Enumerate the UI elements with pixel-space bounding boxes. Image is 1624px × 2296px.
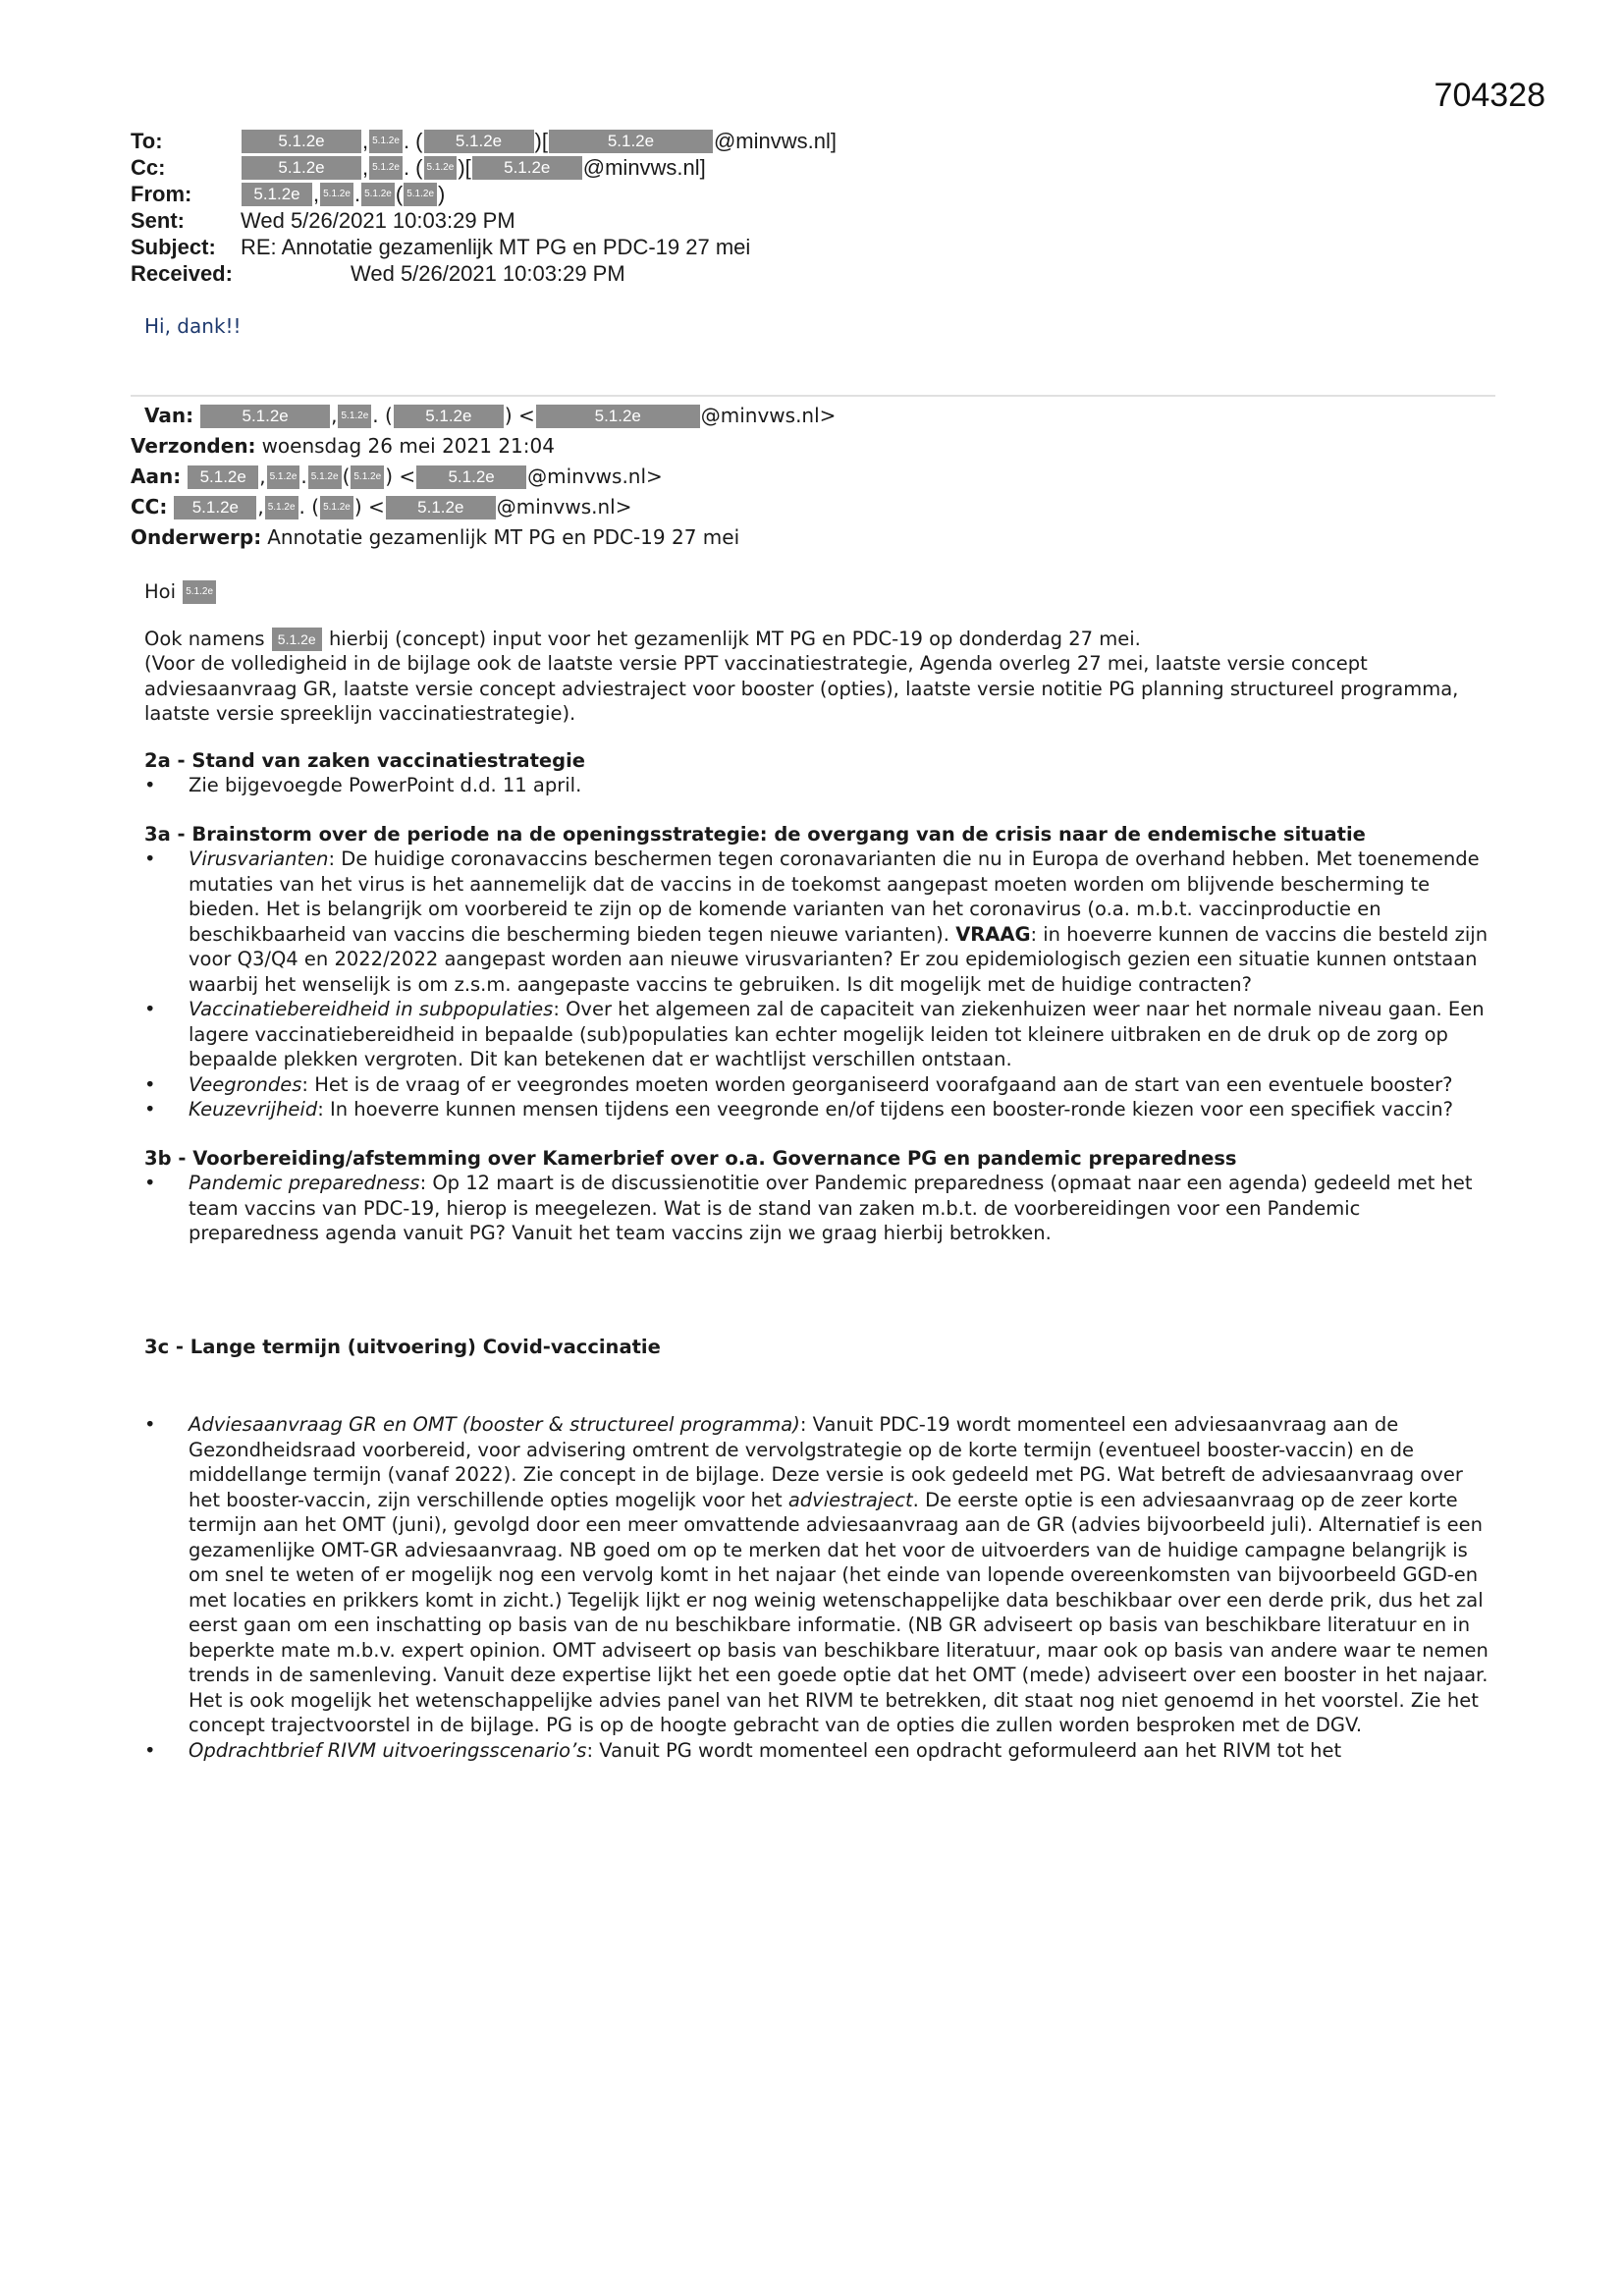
list-item <box>144 1412 1494 1738</box>
list-item <box>144 773 1494 798</box>
redaction-box: 5.1.2e <box>472 156 582 180</box>
list-item-term: Keuzevrijheid <box>189 1098 318 1121</box>
list-item-text: : In hoeverre kunnen mensen tijdens een veegronde en/of tijdens een booster-ronde kiezen voor een specifiek vaccin? <box>317 1098 1453 1121</box>
list-item-text: : in hoeverre kunnen de vaccins die besteld zijn voor Q3/Q4 en 2022/2022 aangepast worden aan nieuwe virusvarianten? Er zou epidemiologisch gezien een situatie kunnen ontstaan waarbij het wenselijk is om z.s.m. aangepaste vaccins te gebruiken. Is dit mogelijk met de huidige contracten? <box>189 922 1489 996</box>
redaction-box: 5.1.2e <box>404 183 437 206</box>
van-label: Van: <box>144 404 194 427</box>
subject-label: Subject: <box>131 235 216 259</box>
intro-paragraph <box>144 627 1494 727</box>
redaction-box: 5.1.2e <box>265 496 298 519</box>
from-label: From: <box>131 182 192 206</box>
section-3c-title: 3c - Lange termijn (uitvoering) Covid-vaccinatie <box>144 1335 661 1358</box>
greeting-text: Hoi <box>144 580 177 603</box>
section-3b-list <box>144 1171 1494 1246</box>
subject-row <box>131 234 837 260</box>
redaction-box: 5.1.2e <box>424 156 458 180</box>
list-item-italic: adviestraject <box>787 1488 913 1511</box>
intro-paren: (Voor de volledigheid in de bijlage ook de laatste versie PPT vaccinatiestrategie, Agenda overleg 27 mei, laatste versie concept adviesaanvraag GR, laatste versie concept adviestraject voor booster (opties), laatste versie notitie PG planning structureel programma, laatste versie spreeklijn vaccinatiestrategie). <box>144 652 1459 725</box>
redaction-box: 5.1.2e <box>386 496 496 519</box>
redaction-box: 5.1.2e <box>242 156 361 180</box>
list-item-term: Adviesaanvraag GR en OMT (booster & structureel programma) <box>189 1413 800 1436</box>
intro-prefix: Ook namens <box>144 627 265 650</box>
redaction-box: 5.1.2e <box>351 465 384 489</box>
list-item-text: : De huidige coronavaccins beschermen tegen coronavarianten die nu in Europa de overhand hebben. Met toenemende mutaties van het virus is het aannemelijk dat de vaccins in de toekomst aangepast moeten worden om blijvende bescherming te bieden. Het is belangrijk om voorbereid te zijn op de komende varianten van het coronavirus (o.a. m.b.t. vaccinproductie en beschikbaarheid van vaccins die bescherming bieden tegen nieuwe varianten). <box>189 847 1480 946</box>
cc-fwd-label: CC: <box>131 495 168 519</box>
cc-suffix: @minvws.nl] <box>582 155 706 180</box>
list-item <box>144 1072 1494 1098</box>
redaction-box: 5.1.2e <box>369 156 403 180</box>
section-3c-list <box>144 1412 1494 1763</box>
cc-fwd-row: CC: 5.1.2e , 5.1.2e . ( 5.1.2e ) < 5.1.2e @minvws.nl> <box>131 492 836 522</box>
list-item-bold: VRAAG <box>955 922 1031 946</box>
cc-row: Cc: 5.1.2e , 5.1.2e . ( 5.1.2e )[ 5.1.2e @minvws.nl] <box>131 155 706 180</box>
section-3a-list <box>144 847 1494 1122</box>
list-item-text: : Op 12 maart is de discussienotitie over Pandemic preparedness (opmaat naar een agenda) gedeeld met het team vaccins van PDC-19, hierop is meegelezen. Wat is de stand van zaken m.b.t. de voorbereidingen voor een Pandemic preparedness agenda vanuit PG? Vanuit het team vaccins zijn we graag hierbij betrokken. <box>189 1172 1473 1244</box>
email-body <box>144 579 1494 1763</box>
redaction-box: 5.1.2e <box>416 465 526 489</box>
list-item-term: Virusvarianten <box>189 847 329 870</box>
verzonden-label: Verzonden: <box>131 434 256 458</box>
redaction-box: 5.1.2e <box>549 130 713 153</box>
van-row: Van: 5.1.2e , 5.1.2e . ( 5.1.2e ) < 5.1.2e @minvws.nl> <box>131 401 836 431</box>
aan-label: Aan: <box>131 465 182 488</box>
redaction-box: 5.1.2e <box>267 465 300 489</box>
onderwerp-label: Onderwerp: <box>131 525 262 549</box>
divider <box>131 395 1495 397</box>
redaction-box: 5.1.2e <box>200 405 330 428</box>
verzonden-row <box>131 431 836 462</box>
reply-text: Hi, dank!! <box>144 314 242 338</box>
sent-row <box>131 207 837 234</box>
aan-suffix: @minvws.nl> <box>527 465 663 488</box>
list-item-term: Veegrondes <box>189 1072 302 1096</box>
onderwerp-value: Annotatie gezamenlijk MT PG en PDC-19 27 mei <box>267 525 740 549</box>
received-row <box>131 260 837 287</box>
van-suffix: @minvws.nl> <box>700 404 837 427</box>
redaction-box: 5.1.2e <box>424 130 534 153</box>
received-label: Received: <box>131 261 233 286</box>
redaction-box: 5.1.2e <box>536 405 700 428</box>
redaction-box: 5.1.2e <box>242 130 361 153</box>
list-item <box>144 847 1494 997</box>
sent-value: Wed 5/26/2021 10:03:29 PM <box>241 208 515 233</box>
cc-label: Cc: <box>131 155 166 180</box>
list-item <box>144 1097 1494 1122</box>
list-item-term: Vaccinatiebereidheid in subpopulaties <box>189 998 554 1020</box>
list-item <box>144 1171 1494 1246</box>
list-item-text: Zie bijgevoegde PowerPoint d.d. 11 april. <box>189 774 582 796</box>
list-item-term: Opdrachtbrief RIVM uitvoeringsscenario’s <box>189 1738 587 1762</box>
section-2a-list <box>144 773 1494 798</box>
section-3b-title: 3b - Voorbereiding/afstemming over Kamerbrief over o.a. Governance PG en pandemic preparedness <box>144 1146 1237 1170</box>
redaction-box: 5.1.2e <box>308 465 342 489</box>
to-suffix: @minvws.nl] <box>713 129 837 153</box>
redaction-box: 5.1.2e <box>188 465 258 489</box>
list-item-text: : Over het algemeen zal de capaciteit van ziekenhuizen weer naar het normale niveau gaan. Een lagere vaccinatiebereidheid in bepaalde (sub)populaties kan echter mogelijk leiden tot kleinere uitbraken en de druk op de zorg op bepaalde plekken vergroten. Dit kan betekenen dat er wachtlijst verschillen ontstaan. <box>189 998 1485 1070</box>
email-header <box>131 128 837 287</box>
onderwerp-row <box>131 522 836 553</box>
sent-label: Sent: <box>131 208 185 233</box>
to-row: To: 5.1.2e , 5.1.2e . ( 5.1.2e )[ 5.1.2e @minvws.nl] <box>131 129 837 153</box>
section-2a-title: 2a - Stand van zaken vaccinatiestrategie <box>144 748 586 772</box>
subject-value: RE: Annotatie gezamenlijk MT PG en PDC-19 27 mei <box>241 235 751 259</box>
redaction-box: 5.1.2e <box>272 628 322 651</box>
forwarded-header <box>131 401 836 553</box>
list-item-text: : Het is de vraag of er veegrondes moeten worden georganiseerd voorafgaand aan de start van een eventuele booster? <box>301 1072 1453 1096</box>
redaction-box: 5.1.2e <box>394 405 504 428</box>
redaction-box: 5.1.2e <box>369 130 403 153</box>
received-value: Wed 5/26/2021 10:03:29 PM <box>351 261 625 286</box>
document-number: 704328 <box>1434 77 1545 114</box>
redaction-box: 5.1.2e <box>242 183 312 206</box>
greeting <box>144 579 1494 605</box>
list-item-text: : Vanuit PG wordt momenteel een opdracht geformuleerd aan het RIVM tot het <box>586 1738 1342 1762</box>
list-item-term: Pandemic preparedness <box>189 1172 420 1194</box>
intro-rest: hierbij (concept) input voor het gezamenlijk MT PG en PDC-19 op donderdag 27 mei. <box>328 627 1141 650</box>
list-item-text: : Vanuit PDC-19 wordt momenteel een adviesaanvraag aan de Gezondheidsraad voorbereid, voor advisering omtrent de vervolgstrategie op de korte termijn (eventueel booster-vaccin) en de middellange termijn (vanaf 2022). Zie concept in de bijlage. Deze versie is ook gedeeld met PG. Wat betreft de adviesaanvraag over het booster-vaccin, zijn verschillende opties mogelijk voor het <box>189 1413 1463 1511</box>
redaction-box: 5.1.2e <box>183 580 216 604</box>
section-3a-title: 3a - Brainstorm over de periode na de openingsstrategie: de overgang van de crisis naar de endemische situatie <box>144 822 1366 846</box>
to-label: To: <box>131 129 163 153</box>
list-item-text: . De eerste optie is een adviesaanvraag op de zeer korte termijn aan het OMT (juni), gevolgd door een meer omvattende adviesaanvraag aan de GR (advies bijvoorbeeld juli). Alternatief is een gezamenlijke OMT-GR adviesaanvraag. NB goed om op te merken dat het voor de uitvoerders van de huidige campagne belangrijk is om snel te weten of er mogelijk nog een vervolg komt in het najaar (het einde van lopende overeenkomsten van bijvoorbeeld GGD-en met locaties en prikkers komt in zicht.) Tegelijk lijkt er nog weinig wetenschappelijke data beschikbaar over een derde prik, dus het zal eerst gaan om een inschatting op basis van de nu beschikbare informatie. (NB GR adviseert op basis van beschikbare literatuur en in beperkte mate m.b.v. expert opinion. OMT adviseert op basis van beschikbare literatuur, maar ook op basis van andere waar te nemen trends in de samenleving. Vanuit deze expertise lijkt het een goede optie dat het OMT (mede) adviseert over een booster in het najaar. Het is ook mogelijk het wetenschappelijke advies panel van het RIVM te betrekken, dit staat nog niet genoemd in het voorstel. Zie het concept trajectvoorstel in de bijlage. PG is op de hoogte gebracht van de opties die zullen worden besproken met de DGV. <box>189 1488 1489 1736</box>
redaction-box: 5.1.2e <box>338 405 371 428</box>
redaction-box: 5.1.2e <box>174 496 256 519</box>
redaction-box: 5.1.2e <box>361 183 395 206</box>
verzonden-value: woensdag 26 mei 2021 21:04 <box>261 434 555 458</box>
redaction-box: 5.1.2e <box>320 496 353 519</box>
from-row: From: 5.1.2e , 5.1.2e . 5.1.2e ( 5.1.2e ) <box>131 182 446 206</box>
cc-fwd-suffix: @minvws.nl> <box>496 495 632 519</box>
list-item <box>144 997 1494 1072</box>
aan-row: Aan: 5.1.2e , 5.1.2e . 5.1.2e ( 5.1.2e ) < 5.1.2e @minvws.nl> <box>131 462 836 492</box>
list-item <box>144 1738 1494 1764</box>
redaction-box: 5.1.2e <box>320 183 353 206</box>
